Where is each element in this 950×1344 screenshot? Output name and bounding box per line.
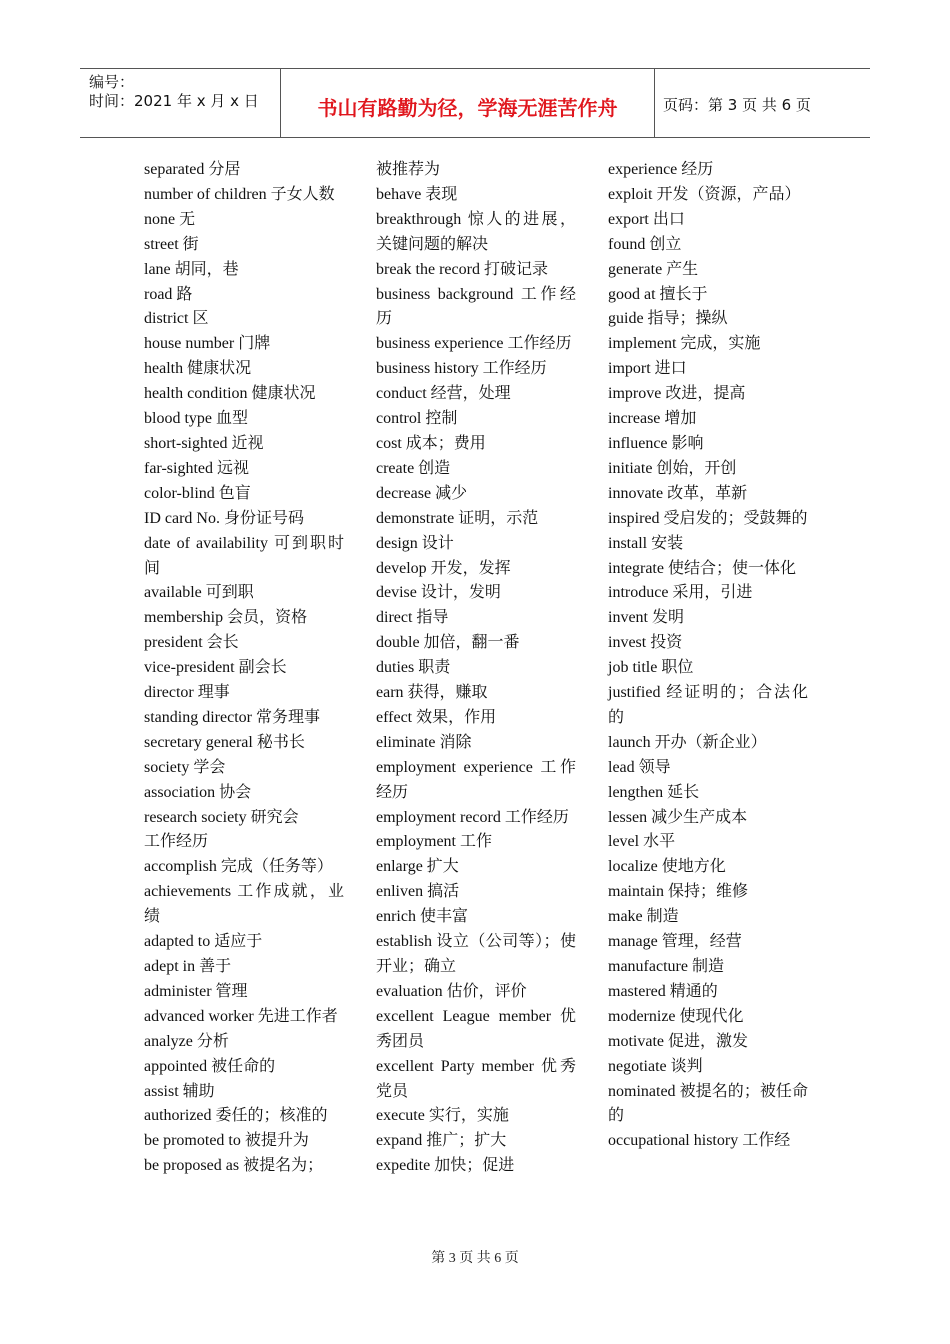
glossary-entry: employment experience 工作经历 (376, 758, 576, 801)
glossary-entry: innovate 改革，革新 (608, 484, 748, 502)
glossary-entry: behave 表现 (376, 185, 458, 203)
glossary-entry: experience 经历 (608, 161, 714, 178)
glossary-entry: excellent Party member 优秀党员 (376, 1057, 576, 1100)
glossary-entry: guide 指导；操纵 (608, 310, 728, 328)
glossary-entry: analyze 分析 (144, 1032, 229, 1050)
glossary-entry: blood type 血型 (144, 410, 248, 428)
header-left-cell (80, 69, 280, 137)
glossary-entry: business experience 工作经历 (376, 335, 572, 353)
glossary-entry: maintain 保持；维修 (608, 883, 748, 901)
glossary-entry: advanced worker 先进工作者 (144, 1007, 338, 1025)
glossary-entry: control 控制 (376, 410, 458, 428)
glossary-entry: decrease 减少 (376, 484, 468, 502)
glossary-entry: expedite 加快；促进 (376, 1157, 515, 1175)
glossary-entry: invest 投资 (608, 634, 683, 652)
glossary-entry: develop 开发，发挥 (376, 559, 511, 577)
glossary-entry: manufacture 制造 (608, 958, 724, 975)
glossary-entry: execute 实行，实施 (376, 1107, 509, 1125)
document-number-label: 编号： (89, 73, 135, 91)
glossary-entry: found 创立 (608, 235, 682, 253)
glossary-entry: research society 研究会 (144, 808, 299, 826)
glossary-column-1 (144, 158, 344, 1179)
document-date: 时间：2021 年 x 月 x 日 (89, 92, 259, 110)
glossary-entry: administer 管理 (144, 982, 248, 1000)
glossary-entry: 工作经历 (144, 833, 209, 851)
glossary-entry: employment 工作 (376, 833, 492, 851)
glossary-entry: health condition 健康状况 (144, 385, 316, 403)
glossary-entry: improve 改进，提高 (608, 385, 746, 403)
glossary-entry: cost 成本；费用 (376, 434, 486, 452)
glossary-entry: mastered 精通的 (608, 982, 718, 1000)
glossary-entry: generate 产生 (608, 260, 699, 278)
glossary-entry: devise 设计，发明 (376, 584, 501, 602)
glossary-entry: street 街 (144, 235, 199, 253)
glossary-entry: house number 门牌 (144, 335, 271, 353)
glossary-entry: double 加倍，翻一番 (376, 634, 520, 652)
glossary-entry: employment record 工作经历 (376, 808, 569, 826)
glossary-entry: export 出口 (608, 210, 685, 228)
glossary-entry: conduct 经营，处理 (376, 385, 511, 403)
header-page-code: 页码：第 3 页 共 6 页 (663, 96, 811, 114)
glossary-entry: effect 效果，作用 (376, 708, 497, 726)
glossary-entry: achievements 工作成就，业绩 (144, 883, 344, 926)
glossary-entry: good at 擅长于 (608, 285, 708, 303)
glossary-entry: president 会长 (144, 634, 239, 652)
glossary-entry: business history 工作经历 (376, 360, 547, 378)
glossary-entry: evaluation 估价，评价 (376, 982, 527, 1000)
glossary-entry: association 协会 (144, 783, 252, 801)
header-motto: 书山有路勤为径，学海无涯苦作舟 (317, 96, 618, 120)
glossary-entry: secretary general 秘书长 (144, 733, 305, 751)
glossary-entry: accomplish 完成（任务等） (144, 858, 333, 876)
glossary-entry: influence 影响 (608, 434, 704, 452)
page-footer: 第 3 页 共 6 页 (431, 1251, 519, 1266)
glossary-entry: road 路 (144, 285, 193, 303)
glossary-entry: 被推荐为 (376, 161, 441, 178)
glossary-entry: assist 辅助 (144, 1082, 215, 1100)
glossary-entry: available 可到职 (144, 584, 254, 602)
glossary-entry: create 创造 (376, 459, 451, 477)
glossary-entry: break the record 打破记录 (376, 260, 548, 278)
glossary-entry: integrate 使结合；使一体化 (608, 559, 796, 577)
glossary-entry: standing director 常务理事 (144, 708, 320, 726)
glossary-entry: lead 领导 (608, 758, 671, 776)
glossary-entry: invent 发明 (608, 609, 684, 627)
glossary-entry: separated 分居 (144, 161, 241, 178)
glossary-entry: color-blind 色盲 (144, 484, 251, 502)
glossary-entry: introduce 采用，引进 (608, 584, 753, 602)
glossary-entry: occupational history 工作经 (608, 1132, 791, 1150)
glossary-entry: level 水平 (608, 833, 676, 851)
glossary-entry: manage 管理，经营 (608, 933, 742, 951)
glossary-entry: none 无 (144, 210, 196, 228)
glossary-entry: lane 胡同，巷 (144, 260, 239, 278)
glossary-entry: number of children 子女人数 (144, 185, 335, 203)
glossary-entry: short-sighted 近视 (144, 434, 264, 452)
glossary-column-3 (608, 158, 808, 1154)
glossary-entry: health 健康状况 (144, 360, 252, 378)
glossary-entry: eliminate 消除 (376, 733, 472, 751)
glossary-entry: install 安装 (608, 534, 684, 552)
glossary-entry: vice-president 副会长 (144, 659, 287, 677)
glossary-entry: be proposed as 被提名为； (144, 1157, 324, 1175)
glossary-entry: import 进口 (608, 360, 687, 378)
glossary-entry: nominated 被提名的；被任命的 (608, 1082, 808, 1125)
glossary-entry: be promoted to 被提升为 (144, 1132, 309, 1150)
glossary-entry: establish 设立（公司等）；使开业；确立 (376, 933, 576, 975)
glossary-entry: breakthrough 惊人的进展，关键问题的解决 (376, 210, 576, 253)
glossary-entry: modernize 使现代化 (608, 1007, 744, 1025)
glossary-entry: expand 推广；扩大 (376, 1132, 507, 1150)
glossary-entry: implement 完成，实施 (608, 335, 761, 353)
glossary-entry: adept in 善于 (144, 958, 232, 975)
glossary-entry: increase 增加 (608, 410, 697, 428)
glossary-entry: inspired 受启发的；受鼓舞的 (608, 509, 808, 527)
glossary-entry: demonstrate 证明，示范 (376, 509, 539, 527)
glossary-entry: business background 工作经历 (376, 285, 576, 328)
glossary-entry: justified 经证明的；合法化的 (608, 684, 808, 726)
glossary-entry: district 区 (144, 310, 209, 328)
glossary-entry: localize 使地方化 (608, 858, 726, 876)
glossary-entry: appointed 被任命的 (144, 1057, 276, 1075)
glossary-entry: motivate 促进，激发 (608, 1032, 748, 1050)
glossary-entry: enrich 使丰富 (376, 908, 468, 926)
glossary-entry: excellent League member 优秀团员 (376, 1007, 576, 1050)
glossary-entry: enlarge 扩大 (376, 858, 459, 876)
glossary-entry: date of availability 可到职时间 (144, 534, 344, 577)
glossary-entry: director 理事 (144, 684, 230, 702)
glossary-entry: enliven 搞活 (376, 883, 460, 901)
glossary-entry: lengthen 延长 (608, 783, 700, 801)
glossary-entry: authorized 委任的；核准的 (144, 1107, 328, 1125)
glossary-column-2 (376, 158, 576, 1179)
glossary-entry: ID card No. 身份证号码 (144, 509, 304, 527)
document-header (80, 68, 870, 138)
glossary-entry: society 学会 (144, 758, 226, 776)
glossary-entry: exploit 开发（资源，产品） (608, 185, 801, 203)
glossary-entry: membership 会员，资格 (144, 609, 308, 627)
glossary-entry: earn 获得，赚取 (376, 684, 488, 702)
glossary-entry: duties 职责 (376, 659, 451, 677)
glossary-entry: design 设计 (376, 534, 454, 552)
glossary-entry: direct 指导 (376, 609, 449, 627)
glossary-entry: launch 开办（新企业） (608, 733, 767, 751)
glossary-entry: negotiate 谈判 (608, 1057, 703, 1075)
glossary-entry: adapted to 适应于 (144, 933, 263, 951)
glossary-entry: lessen 减少生产成本 (608, 808, 748, 826)
glossary-entry: far-sighted 远视 (144, 459, 249, 477)
glossary-entry: make 制造 (608, 908, 679, 926)
glossary-entry: initiate 创始，开创 (608, 459, 737, 477)
header-page-cell (654, 69, 870, 137)
glossary-entry: job title 职位 (608, 659, 694, 677)
header-motto-cell (280, 69, 655, 137)
